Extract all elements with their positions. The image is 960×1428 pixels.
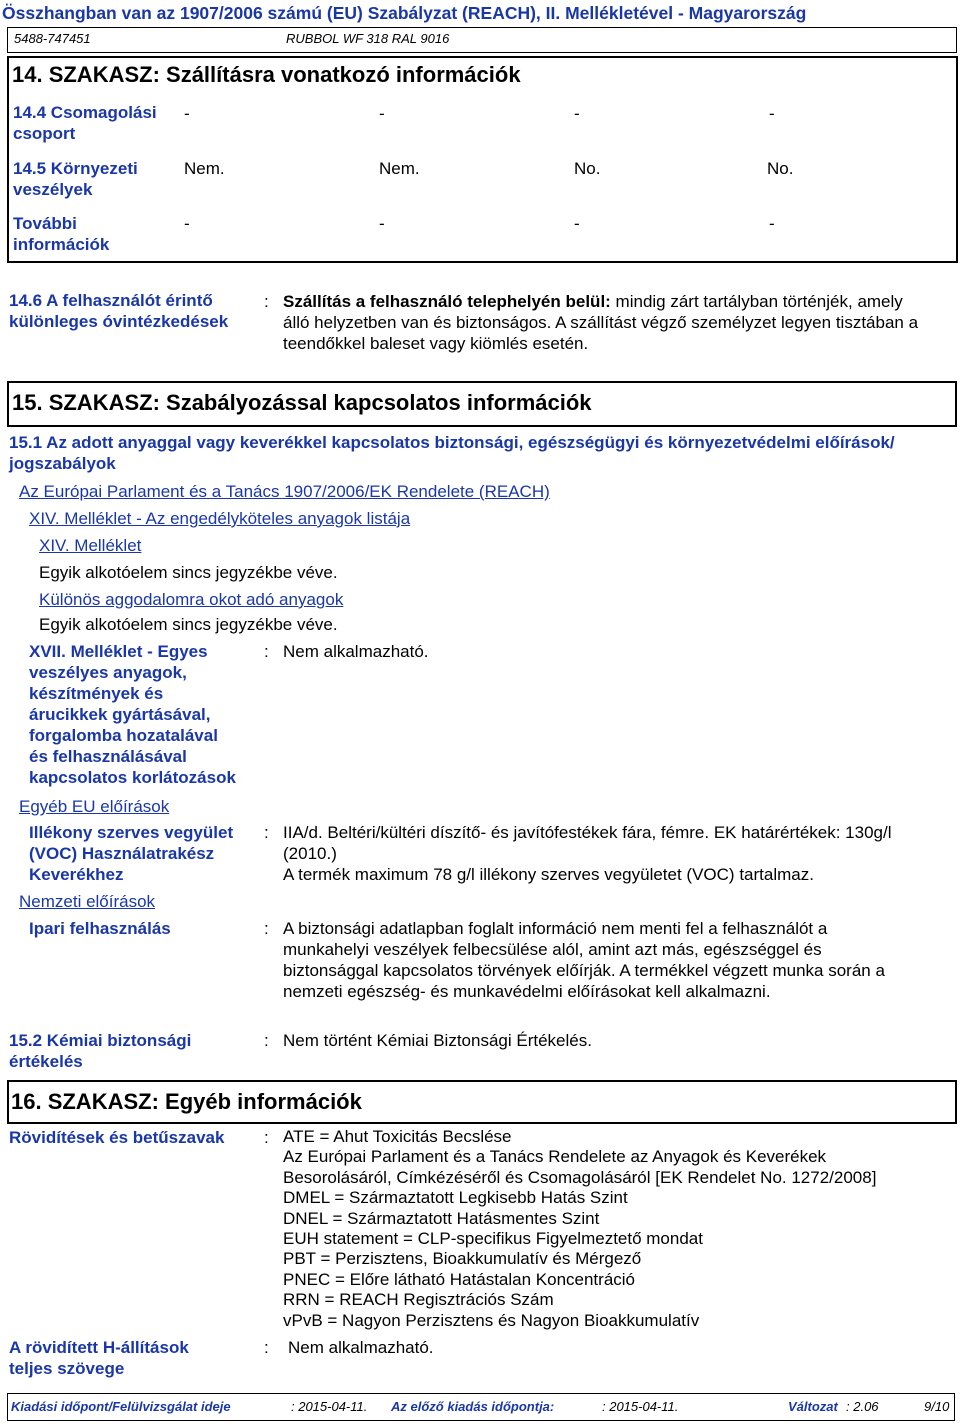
footer-bar	[7, 1393, 955, 1421]
packing-group-value-1: -	[184, 104, 190, 123]
annex-14-heading: XIV. Melléklet - Az engedélyköteles anyagok listája	[29, 509, 411, 528]
further-info-value-1: -	[184, 214, 190, 233]
h-statements-label: A rövidített H-állítások teljes szövege	[9, 1338, 189, 1378]
further-info-value-3: -	[574, 214, 580, 233]
abbreviation-item: DMEL = Származtatott Legkisebb Hatás Szint	[283, 1188, 628, 1208]
colon: :	[264, 642, 269, 661]
row-label-env-hazards: 14.5 Környezeti veszélyek	[13, 159, 138, 199]
colon: :	[264, 292, 269, 311]
further-info-value-4: -	[769, 214, 775, 233]
chemical-safety-assessment-label: 15.2 Kémiai biztonsági értékelés	[9, 1031, 192, 1071]
abbreviation-item: EUH statement = CLP-specifikus Figyelmeztető mondat	[283, 1229, 703, 1249]
section-15-title: 15. SZAKASZ: Szabályozással kapcsolatos információk	[12, 390, 592, 415]
annex-17-value: Nem alkalmazható.	[283, 642, 429, 661]
row-label-packing-group: 14.4 Csomagolási csoport	[13, 103, 157, 143]
svhc-value: Egyik alkotóelem sincs jegyzékbe véve.	[39, 615, 338, 634]
abbreviation-item: ATE = Ahut Toxicitás Becslése	[283, 1127, 512, 1146]
abbreviation-item: RRN = REACH Regisztrációs Szám	[283, 1290, 554, 1310]
section-16-title: 16. SZAKASZ: Egyéb információk	[11, 1089, 362, 1114]
page-number: 9/10	[924, 1399, 950, 1414]
special-precautions-label: 14.6 A felhasználót érintő különleges óvintézkedések	[9, 291, 229, 331]
packing-group-value-3: -	[574, 104, 580, 123]
svhc-heading: Különös aggodalomra okot adó anyagok	[39, 590, 344, 609]
colon: :	[264, 1031, 269, 1050]
further-info-value-2: -	[379, 214, 385, 233]
chemical-safety-assessment-value: Nem történt Kémiai Biztonsági Értékelés.	[283, 1031, 592, 1050]
colon: :	[264, 1128, 269, 1147]
version-label: Változat	[788, 1399, 838, 1414]
annex-14-value: Egyik alkotóelem sincs jegyzékbe véve.	[39, 563, 338, 582]
special-precautions-text: Szállítás a felhasználó telephelyén belül: mindig zárt tartályban történjék, amely álló helyzetben van és biztonságos. A szállítást végző személyzet legyen tisztában a teendőkkel baleset vagy kiömlés esetén.	[283, 292, 919, 353]
annex-17-label: XVII. Melléklet - Egyes veszélyes anyagok, készítmények és árucikkek gyártásával, forgalomba hozatalával és felhasználásával kapcsolatos korlátozások	[29, 642, 236, 787]
row-label-further-info: További információk	[13, 214, 110, 254]
abbreviations-label: Rövidítések és betűszavak	[9, 1128, 225, 1147]
h-statements-value: Nem alkalmazható.	[288, 1338, 434, 1357]
colon: :	[264, 919, 269, 938]
packing-group-value-2: -	[379, 104, 385, 123]
annex-14-label: XIV. Melléklet	[39, 536, 142, 555]
document-title: Összhangban van az 1907/2006 számú (EU) Szabályzat (REACH), II. Mellékletével - Magyarország	[2, 3, 807, 23]
eu-regulation-heading: Az Európai Parlament és a Tanács 1907/2006/EK Rendelete (REACH)	[19, 482, 550, 501]
abbreviation-item: PNEC = Előre látható Hatástalan Koncentráció	[283, 1269, 636, 1289]
industrial-use-label: Ipari felhasználás	[29, 919, 171, 938]
other-eu-regulations-heading: Egyéb EU előírások	[19, 797, 170, 816]
industrial-use-value: A biztonsági adatlapban foglalt információ nem menti fel a felhasználót a munkahelyi veszélyek felbecsülése alól, amint azt más, egészséggel és biztonsággal kapcsolatos törvények előírják. A termékkel végzett munka során a nemzeti egészség- és munkavédelmi előírásokat kell alkalmazni.	[283, 919, 885, 1001]
env-hazards-value-3: No.	[574, 159, 601, 178]
previous-date-label: Az előző kiadás időpontja:	[391, 1399, 555, 1414]
abbreviation-item: vPvB = Nagyon Perzisztens és Nagyon Bioakkumulatív	[283, 1310, 700, 1330]
abbreviation-item: DNEL = Származtatott Hatásmentes Szint	[283, 1208, 600, 1228]
abbreviation-item: Az Európai Parlament és a Tanács Rendelete az Anyagok és Keverékek	[283, 1147, 827, 1167]
abbreviations-list	[283, 1127, 953, 1331]
packing-group-value-4: -	[769, 104, 775, 123]
section-15-box	[7, 381, 957, 427]
abbreviation-item: PBT = Perzisztens, Bioakkumulatív és Mérgező	[283, 1249, 642, 1269]
voc-value: IIA/d. Beltéri/kültéri díszítő- és javítófestékek fára, fémre. EK határértékek: 130g/l (2010.) A termék maximum 78 g/l illékony szerves vegyületet (VOC) tartalmaz.	[283, 823, 892, 884]
section-14-box	[7, 56, 958, 263]
version-value: : 2.06	[846, 1399, 879, 1414]
subsection-15-1-title: 15.1 Az adott anyaggal vagy keverékkel kapcsolatos biztonsági, egészségügyi és környezetvédelmi előírások/ jogszabályok	[9, 433, 895, 473]
abbreviation-item: Besorolásáról, Címkézéséről és Csomagolásáról [EK Rendelet No. 1272/2008]	[283, 1167, 877, 1187]
issue-date-value: : 2015-04-11.	[291, 1399, 368, 1414]
env-hazards-value-2: Nem.	[379, 159, 420, 178]
voc-label: Illékony szerves vegyület (VOC) Használatrakész Keverékhez	[29, 823, 234, 884]
section-14-title: 14. SZAKASZ: Szállításra vonatkozó információk	[12, 62, 521, 87]
product-code: 5488-747451	[14, 31, 91, 46]
document-meta-bar	[7, 27, 957, 53]
env-hazards-value-4: No.	[767, 159, 794, 178]
national-regulations-heading: Nemzeti előírások	[19, 892, 156, 911]
section-16-box	[7, 1080, 957, 1124]
product-name: RUBBOL WF 318 RAL 9016	[286, 31, 450, 46]
issue-date-label: Kiadási időpont/Felülvizsgálat ideje	[11, 1399, 231, 1414]
env-hazards-value-1: Nem.	[184, 159, 225, 178]
colon: :	[264, 823, 269, 842]
previous-date-value: : 2015-04-11.	[602, 1399, 679, 1414]
colon: :	[264, 1338, 269, 1357]
